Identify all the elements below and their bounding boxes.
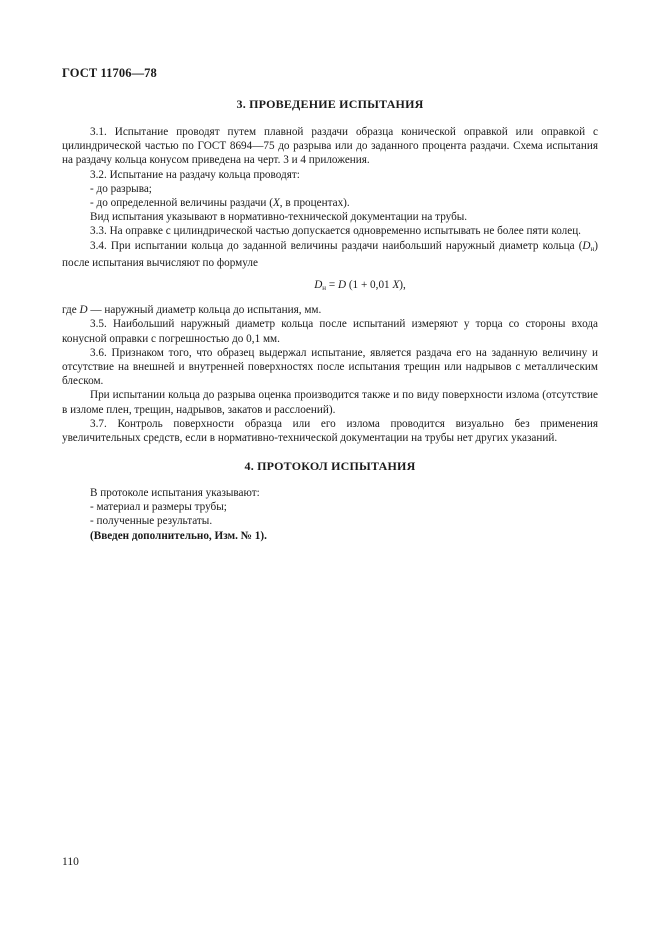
paragraph-3-4: 3.4. При испытании кольца до заданной величины раздачи наибольший наружный диаметр кольца $(D_н)$ после испытания вычисляют по формуле [62, 239, 598, 269]
paragraph-3-1: 3.1. Испытание проводят путем плавной раздачи образца конической оправкой или оправкой с цилиндрической частью по ГОСТ 8694—75 до разрыва или до заданного процента раздачи. Схема испытания на раздачу кольца конусом приведена на черт. 3 и 4 приложения. [62, 126, 598, 167]
formula-explanation: где D — наружный диаметр кольца до испытания, мм. [62, 304, 322, 317]
formula: $D_н = D$ (1 + 0,01 X), [314, 279, 406, 293]
paragraph-3-6-rupture: При испытании кольца до разрыва оценка производится также и по виду поверхности излома (отсутствие в изломе плен, трещин, надрывов, закатов и расслоений). [62, 389, 598, 416]
paragraph-3-5: 3.5. Наибольший наружный диаметр кольца после испытаний измеряют у торца со стороны входа конусной оправки с погрешностью до 0,1 мм. [62, 318, 598, 345]
paragraph-3-6: 3.6. Признаком того, что образец выдержал испытание, является раздача его на заданную величину и отсутствие на внешней и внутренней поверхностях после испытания трещин или надрывов с металлическим блеском. [62, 346, 598, 388]
paragraph-3-2: 3.2. Испытание на раздачу кольца проводят: [90, 168, 300, 181]
protocol-intro: В протоколе испытания указывают: [90, 487, 260, 499]
list-item-to-value: - до определенной величины раздачи (X, в процентах). [90, 197, 350, 210]
protocol-item-material: - материал и размеры трубы; [90, 501, 227, 514]
document-code: ГОСТ 11706—78 [62, 66, 157, 80]
paragraph-3-3: 3.3. На оправке с цилиндрической частью допускается одновременно испытывать не более пяти колец. [90, 225, 581, 238]
section-3-title: 3. ПРОВЕДЕНИЕ ИСПЫТАНИЯ [236, 97, 424, 111]
protocol-item-results: - полученные результаты. [90, 515, 213, 528]
section-4-title: 4. ПРОТОКОЛ ИСПЫТАНИЯ [244, 459, 416, 473]
page-number: 110 [62, 856, 79, 868]
paragraph-test-type: Вид испытания указывают в нормативно-технической документации на трубы. [90, 211, 468, 224]
section-3-body [62, 125, 598, 445]
amendment-note: (Введен дополнительно, Изм. № 1). [90, 529, 267, 542]
section-4-body [62, 486, 598, 543]
paragraph-3-7: 3.7. Контроль поверхности образца или его излома проводится визуально без применения увеличительных средств, если в нормативно-технической документации на трубы нет других указаний. [62, 417, 598, 445]
list-item-to-rupture: - до разрыва; [90, 182, 152, 195]
